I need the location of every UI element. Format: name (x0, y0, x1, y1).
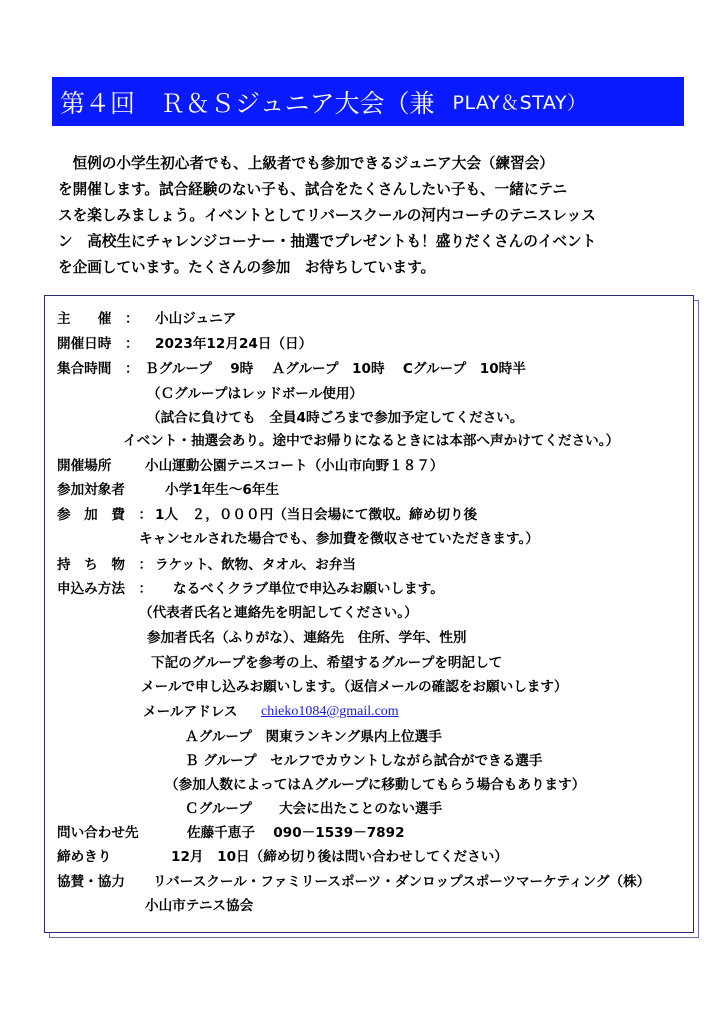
deadline-label: 締めきり (57, 849, 112, 865)
venue-label: 開催場所 (57, 458, 112, 474)
apply-note: メールで申し込みお願いします。（返信メールの確認をお願いします） (141, 679, 568, 695)
intro-line: を開催します。試合経験のない子も、試合をたくさんしたい子も、一緒にテニ (58, 181, 568, 198)
contact-label: 問い合わせ先 (57, 825, 139, 841)
date-row (57, 334, 313, 354)
sponsor-row (57, 872, 651, 892)
date-value: 2023年12月24日（日） (155, 336, 313, 352)
email-label: メールアドレス (143, 704, 238, 720)
deadline-row (57, 847, 508, 867)
date-label: 開催日時 ： (57, 336, 139, 352)
assembly-note: （Ｃグループはレッドボール使用） (147, 386, 364, 402)
assembly-label: 集合時間 ： (57, 361, 139, 377)
venue-value: 小山運動公園テニスコート（小山市向野１８７） (145, 458, 444, 474)
assembly-note: （試合に負けても 全員4時ごろまで参加予定してください。 (147, 410, 524, 426)
apply-row (57, 579, 444, 599)
target-label: 参加対象者 (57, 482, 125, 498)
group-c-row: Ｃグループ 大会に出たことのない選手 (185, 801, 443, 817)
intro-line: スを楽しみましょう。イベントとしてリバースクールの河内コーチのテニスレッス (58, 207, 596, 224)
fee-value: 1人 ２，０００円（当日会場にて徴収。締め切り後 (155, 507, 478, 523)
title-main: 第４回 Ｒ＆Ｓジュニア大会（兼 (60, 88, 435, 118)
apply-note: 下記のグループを参考の上、希望するグループを明記して (151, 655, 503, 671)
sponsor-value: リバースクール・ファミリースポーツ・ダンロップスポーツマーケティング（株） (153, 874, 651, 890)
intro-line: ン 高校生にチャレンジコーナー・抽選でプレゼントも！盛りだくさんのイベント (58, 233, 597, 250)
sponsor-value-2: 小山市テニス協会 (145, 898, 254, 914)
apply-note: （代表者氏名と連絡先を明記してください。） (139, 605, 418, 621)
assembly-note: イベント・抽選会あり。途中でお帰りになるときには本部へ声かけてください。） (123, 433, 620, 449)
title-latin: PLAY＆STAY） (452, 92, 587, 114)
fee-note: キャンセルされた場合でも、参加費を徴収させていただきます。） (139, 531, 539, 547)
group-b-row: Ｂ グループ セルフでカウントしながら試合ができる選手 (185, 753, 543, 769)
contact-value: 佐藤千恵子 090－1539－7892 (187, 825, 405, 841)
items-label: 持 ち 物 ： (57, 557, 153, 573)
email-link[interactable]: chieko1084@gmail.com (261, 704, 399, 719)
intro-paragraph (58, 151, 684, 281)
contact-row (57, 823, 405, 843)
organizer-value: 小山ジュニア (155, 311, 237, 327)
group-note: （参加人数によってはＡグループに移動してもらう場合もあります） (165, 777, 586, 793)
email-row (143, 702, 399, 722)
group-a-row: Ａグループ 関東ランキング県内上位選手 (185, 729, 442, 745)
intro-line: 恒例の小学生初心者でも、上級者でも参加できるジュニア大会（練習会） (58, 155, 554, 172)
apply-value: なるべくクラブ単位で申込みお願いします。 (173, 581, 444, 597)
apply-label: 申込み方法 ： (57, 581, 153, 597)
intro-line: を企画しています。たくさんの参加 お待ちしています。 (58, 259, 436, 276)
items-row (57, 555, 356, 575)
target-value: 小学1年生～6年生 (165, 482, 280, 498)
target-row (57, 480, 280, 500)
items-value: ラケット、飲物、タオル、お弁当 (155, 557, 356, 573)
apply-note: 参加者氏名（ふりがな）、連絡先 住所、学年、性別 (147, 630, 467, 646)
assembly-value: Ｂグループ 9時 Ａグループ 10時 Cグループ 10時半 (145, 361, 526, 377)
organizer-label: 主 催 ： (57, 311, 139, 327)
organizer-row (57, 309, 237, 329)
fee-label: 参 加 費 ： (57, 507, 153, 523)
title-banner (52, 77, 684, 126)
deadline-value: 12月 10日（締め切り後は問い合わせしてください） (171, 849, 508, 865)
assembly-row (57, 359, 526, 379)
venue-row (57, 456, 444, 476)
sponsor-label: 協賛・協力 (57, 874, 125, 890)
fee-row (57, 505, 478, 525)
